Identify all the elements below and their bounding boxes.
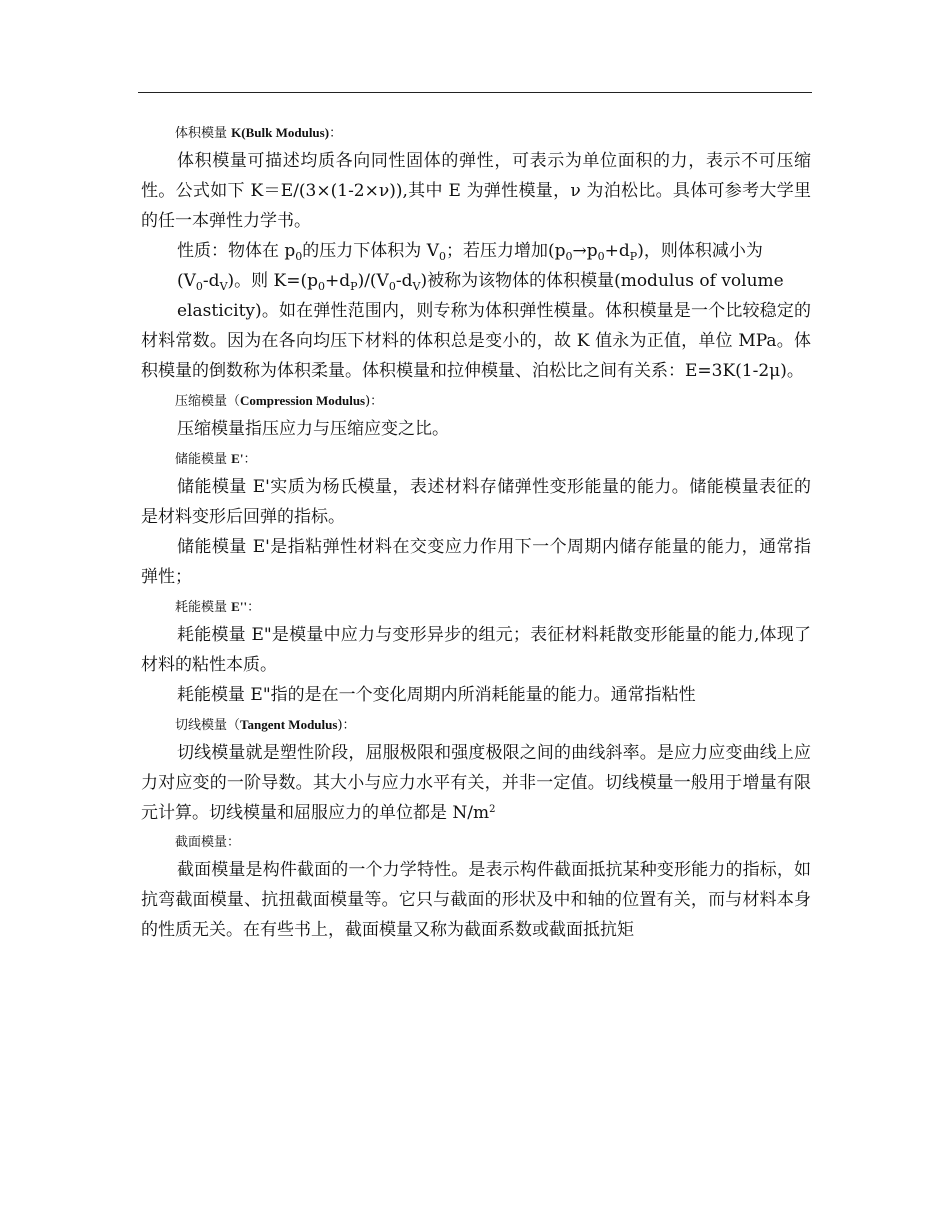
heading-compression-modulus: 压缩模量（Compression Modulus)： xyxy=(175,393,384,409)
heading-tangent-modulus: 切线模量（Tangent Modulus)： xyxy=(175,717,356,733)
heading-storage-modulus: 储能模量 E'： xyxy=(175,451,257,467)
paragraph-loss-2: 耗能模量 E"指的是在一个变化周期内所消耗能量的能力。通常指粘性 xyxy=(177,685,696,705)
heading-text: 体积模量 xyxy=(175,126,228,141)
paragraph-bulk-definition: 体积模量可描述均质各向同性固体的弹性，可表示为单位面积的力，表示不可压缩性。公式如下 K＝E/(3×(1-2×ν)),其中 E 为弹性模量，ν 为泊松比。具体可参考大学里的任一本弹性力学书。 xyxy=(141,151,811,231)
paragraph-storage-2: 储能模量 E'是指粘弹性材料在交变应力作用下一个周期内储存能量的能力，通常指弹性； xyxy=(141,537,811,587)
heading-term: K(Bulk Modulus) xyxy=(231,125,330,140)
heading-section-modulus: 截面模量： xyxy=(175,835,241,850)
paragraph-bulk-elasticity: elasticity)。如在弹性范围内，则专称为体积弹性模量。体积模量是一个比较稳定的材料常数。因为在各向均压下材料的体积总是变小的，故 K 值永为正值，单位 MPa。体积模量的倒数称为体积柔量。体积模量和拉伸模量、泊松比之间有关系：E=3K(1-2μ)。 xyxy=(141,301,811,381)
paragraph-bulk-property xyxy=(141,236,811,296)
property-line-2: $(V_0-d_V)$。则 $K=(p_0+d_P)/(V_0-d_V)$被称为该物体的体积模量(modulus of volume xyxy=(177,271,784,293)
paragraph-loss-1: 耗能模量 E"是模量中应力与变形异步的组元；表征材料耗散变形能量的能力,体现了材料的粘性本质。 xyxy=(141,625,811,675)
property-line-1: 性质：物体在 $p_0$的压力下体积为 $V_0$；若压力增加$(p_0\to p_0+d_P)$，则体积减小为 xyxy=(177,241,763,263)
heading-bulk-modulus xyxy=(141,122,811,145)
heading-loss-modulus: 耗能模量 E''： xyxy=(175,599,261,615)
document-body xyxy=(141,122,811,945)
header-rule xyxy=(138,92,812,93)
paragraph-storage-1: 储能模量 E'实质为杨氏模量，表述材料存储弹性变形能量的能力。储能模量表征的是材料变形后回弹的指标。 xyxy=(141,477,811,527)
heading-punct: ： xyxy=(329,126,343,141)
paragraph-section: 截面模量是构件截面的一个力学特性。是表示构件截面抵抗某种变形能力的指标，如抗弯截面模量、抗扭截面模量等。它只与截面的形状及中和轴的位置有关，而与材料本身的性质无关。在有些书上，截面模量又称为截面系数或截面抵抗矩 xyxy=(141,860,811,940)
paragraph-tangent: 切线模量就是塑性阶段，屈服极限和强度极限之间的曲线斜率。是应力应变曲线上应力对应变的一阶导数。其大小与应力水平有关，并非一定值。切线模量一般用于增量有限元计算。切线模量和屈服应力的单位都是 $N/m^2$ xyxy=(141,743,811,823)
paragraph-compression: 压缩模量指压应力与压缩应变之比。 xyxy=(177,419,449,439)
